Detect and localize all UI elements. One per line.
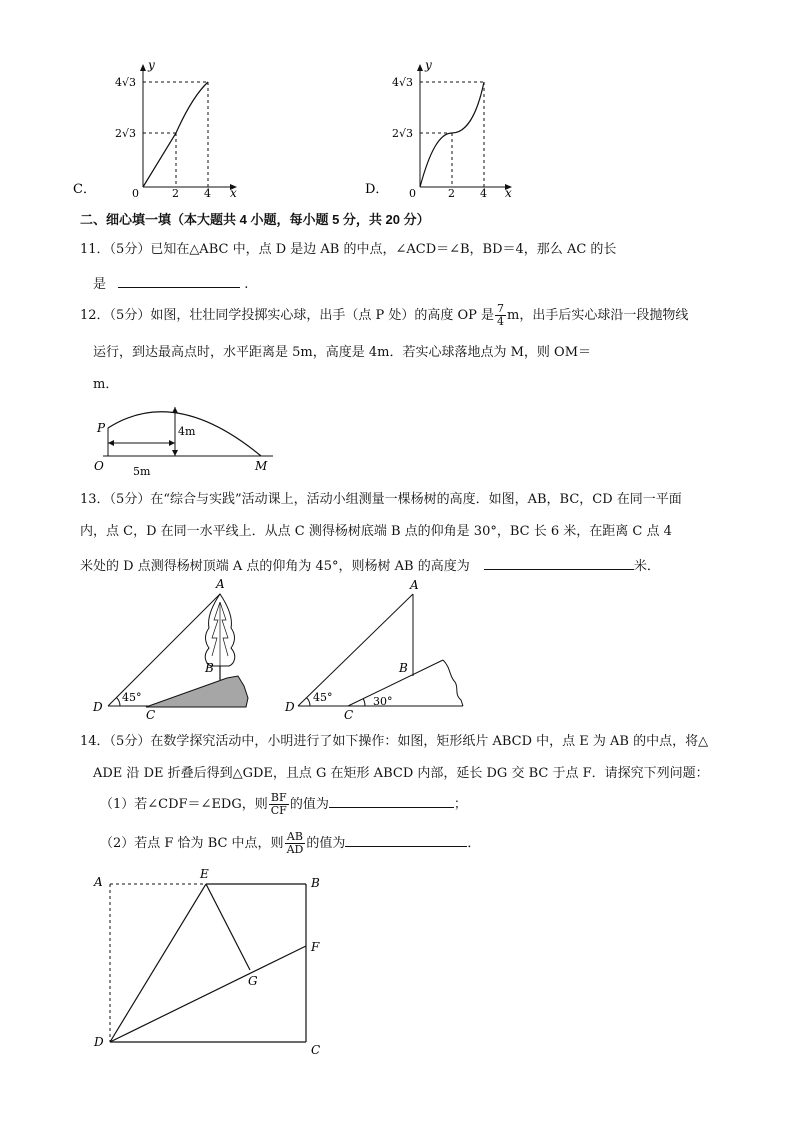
question-12-line-1	[80, 303, 688, 328]
point-label-c: C	[311, 1043, 321, 1057]
point-label-f: F	[311, 940, 320, 954]
sight-line-da	[298, 594, 413, 706]
question-12-line-2: 运行，到达最高点时，水平距离是 5m，高度是 4m．若实心球落地点为 M，则 OM＝	[93, 345, 592, 360]
y-tick-label: 4√3	[392, 76, 414, 89]
question-text: 12．（5分）如图，壮壮同学投掷实心球，出手（点 P 处）的高度 OP 是	[80, 308, 494, 323]
question-14-part-2	[100, 829, 480, 859]
arrow-up	[172, 407, 178, 413]
question-11-line-2	[93, 273, 248, 294]
fraction	[495, 303, 506, 328]
point-label-b: B	[399, 661, 408, 675]
question-14-line-1: 14．（5分）在数学探究活动中，小明进行了如下操作：如图，矩形纸片 ABCD 中，点 E 为 AB 的中点，将△	[80, 734, 709, 749]
question-14-part-1	[100, 790, 467, 820]
tick-label: 4	[480, 187, 487, 200]
fraction-denominator: 4	[497, 315, 504, 328]
point-label-p: P	[97, 421, 106, 435]
point-label-c: C	[146, 708, 156, 722]
angle-label-45: 45°	[122, 691, 142, 704]
option-label: D．	[365, 182, 389, 197]
point-label-d: D	[94, 1035, 104, 1049]
question-text: m，出手后实心球沿一段抛物线	[507, 308, 689, 323]
answer-blank[interactable]	[345, 832, 467, 847]
x-axis-label: x	[230, 186, 237, 200]
x-axis-label: x	[505, 186, 512, 200]
shot-put-figure	[88, 398, 288, 478]
height-label: 4m	[178, 425, 196, 438]
question-text: 是	[93, 277, 107, 292]
origin-label: 0	[409, 187, 416, 200]
point-label-g: G	[248, 974, 258, 988]
point-label-b: B	[311, 876, 320, 890]
tree-figure	[88, 576, 263, 720]
y-tick-label: 2√3	[115, 127, 137, 140]
slope-line-cb	[348, 660, 443, 706]
y-axis-arrow	[417, 64, 423, 71]
y-tick-label: 4√3	[115, 76, 137, 89]
point-label-e: E	[200, 867, 209, 881]
tick-label: 4	[204, 187, 211, 200]
graph-option-c	[73, 55, 250, 205]
fraction	[269, 792, 289, 817]
question-13-line-2: 内，点 C，D 在同一水平线上．从点 C 测得杨树底端 B 点的仰角是 30°，BC 长 6 米，在距离 C 点 4	[80, 524, 672, 539]
y-axis-arrow	[140, 64, 146, 71]
fraction-denominator: CF	[270, 804, 287, 817]
fraction-numerator: 7	[497, 302, 504, 315]
slope-edge	[443, 660, 463, 706]
point-label-m: M	[255, 459, 268, 473]
question-text: （1）若∠CDF＝∠EDG，则	[100, 797, 268, 812]
fraction-denominator: AD	[286, 843, 304, 856]
tick-label: 2	[172, 187, 179, 200]
tree-schematic-figure	[283, 576, 473, 720]
origin-label: 0	[132, 187, 139, 200]
fraction-numerator: BF	[270, 791, 287, 804]
y-axis-label: y	[425, 58, 432, 72]
rectangle-fold-figure	[88, 864, 338, 1064]
question-text: ．	[467, 836, 481, 851]
question-11-line-1: 11．（5分）已知在△ABC 中，点 D 是边 AB 的中点，∠ACD＝∠B，BD＝4，那么 AC 的长	[80, 242, 617, 257]
point-label-a: A	[216, 577, 225, 591]
question-13-line-3	[80, 555, 660, 576]
segment-eg	[206, 884, 250, 970]
point-label-d: D	[93, 700, 103, 714]
point-label-c: C	[344, 708, 354, 722]
angle-arc	[363, 699, 365, 706]
fraction	[285, 831, 306, 856]
point-label-d: D	[285, 700, 295, 714]
question-text: 米．	[633, 559, 660, 574]
angle-arc	[307, 698, 311, 707]
arrow-down	[172, 450, 178, 456]
distance-label: 5m	[133, 465, 151, 478]
question-text: 的值为	[289, 797, 329, 812]
question-12-line-3: m．	[93, 377, 119, 392]
question-text: ；	[453, 797, 467, 812]
graph-option-d	[360, 55, 530, 205]
point-label-o: O	[94, 459, 104, 473]
angle-label-30: 30°	[373, 695, 393, 708]
answer-blank[interactable]	[484, 555, 634, 570]
angle-label-45: 45°	[313, 691, 333, 704]
tick-label: 2	[448, 187, 455, 200]
question-text: （2）若点 F 恰为 BC 中点，则	[100, 836, 284, 851]
answer-blank[interactable]	[118, 273, 240, 288]
point-label-a: A	[94, 875, 103, 889]
fraction-numerator: AB	[286, 830, 303, 843]
question-14-line-2: ADE 沿 DE 折叠后得到△GDE，且点 G 在矩形 ABCD 内部，延长 DG 交 BC 于点 F．请探究下列问题：	[93, 766, 709, 781]
option-label: C．	[73, 182, 96, 197]
answer-blank[interactable]	[329, 793, 454, 808]
question-text: 的值为	[306, 836, 346, 851]
point-label-b: B	[205, 661, 214, 675]
question-text: .	[244, 277, 249, 292]
question-13-line-1: 13．（5分）在“综合与实践”活动课上，活动小组测量一棵杨树的高度．如图，AB，BC，CD 在同一平面	[80, 492, 682, 507]
y-tick-label: 2√3	[392, 127, 414, 140]
arrow-right	[169, 440, 175, 446]
arrow-left	[108, 440, 114, 446]
slope	[146, 676, 248, 707]
section-title: 二、细心填一填（本大题共 4 小题，每小题 5 分，共 20 分）	[80, 212, 430, 227]
y-axis-label: y	[148, 58, 155, 72]
point-label-a: A	[410, 578, 419, 592]
question-text: 米处的 D 点测得杨树顶端 A 点的仰角为 45°，则杨树 AB 的高度为	[80, 559, 470, 574]
angle-arc	[117, 698, 121, 707]
